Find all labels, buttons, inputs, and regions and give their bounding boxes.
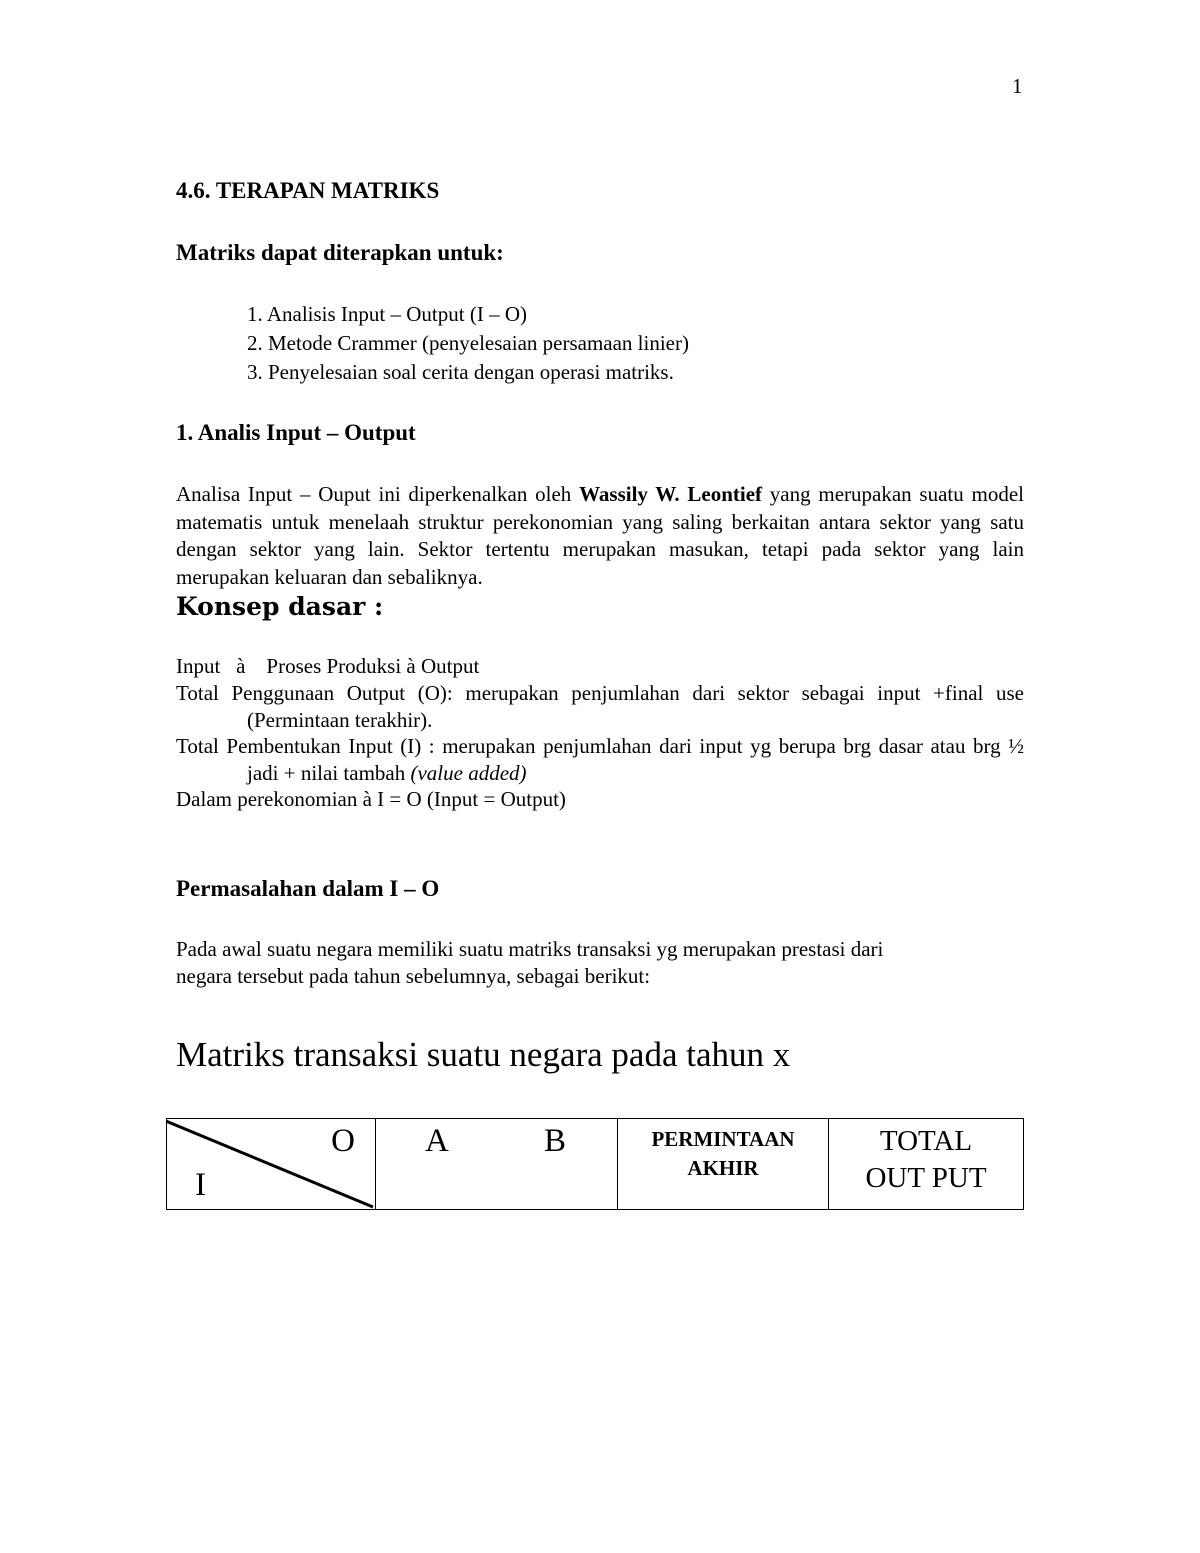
intro-heading: Matriks dapat diterapkan untuk: (176, 240, 504, 265)
problem-paragraph-line2: negara tersebut pada tahun sebelumnya, sebagai berikut: (176, 964, 651, 988)
list-item: 2. Metode Crammer (penyelesaian persamaan linier) (247, 331, 689, 355)
output-label: O (331, 1123, 355, 1159)
total-input-definition (176, 733, 1024, 787)
sector-columns-cell (376, 1119, 618, 1210)
column-a-header: A (425, 1123, 449, 1159)
column-b-header: B (544, 1123, 567, 1159)
value-added-term: (value added) (410, 761, 527, 785)
subsection-title: 1. Analis Input – Output (176, 420, 416, 445)
flow-line: Input à Proses Produksi à Output (176, 654, 480, 678)
applications-list (247, 300, 689, 387)
definition-text: Total Pembentukan Input (I) : merupakan penjumlahan dari input yg berupa brg dasar atau brg ½ jadi + nilai tambah (176, 734, 1024, 785)
total-output-header (829, 1119, 1024, 1210)
table-header-row (167, 1119, 1024, 1210)
author-name: Wassily W. Leontief (579, 482, 763, 506)
problem-paragraph-line1: Pada awal suatu negara memiliki suatu matriks transaksi yg merupakan prestasi dari (176, 937, 884, 961)
list-item: 3. Penyelesaian soal cerita dengan operasi matriks. (247, 360, 674, 384)
final-demand-line1: PERMINTAAN (651, 1127, 795, 1151)
problem-heading: Permasalahan dalam I – O (176, 876, 440, 901)
total-output-definition: Total Penggunaan Output (O): merupakan penjumlahan dari sektor sebagai input +final use (Permintaan terakhir). (176, 681, 1024, 732)
intro-paragraph (176, 481, 1024, 591)
konsep-heading: Konsep dasar : (176, 592, 384, 621)
section-title: 4.6. TERAPAN MATRIKS (176, 178, 440, 203)
final-demand-line2: AKHIR (687, 1156, 759, 1180)
total-output-line1: TOTAL (879, 1125, 973, 1157)
input-label: I (195, 1167, 206, 1203)
final-demand-header (618, 1119, 829, 1210)
transaction-matrix-table (166, 1118, 1024, 1210)
paragraph-text: Analisa Input – Ouput ini diperkenalkan oleh (176, 482, 580, 506)
list-item: 1. Analisis Input – Output (I – O) (247, 302, 527, 326)
equality-line: Dalam perekonomian à I = O (Input = Output) (176, 787, 566, 811)
total-output-line2: OUT PUT (865, 1162, 987, 1194)
page-number: 1 (1012, 74, 1023, 98)
corner-cell (167, 1119, 376, 1210)
paragraph-text: yang merupakan suatu model matematis untuk menelaah struktur perekonomian yang saling berkaitan antara sektor yang satu dengan sektor yang lain. Sektor tertentu merupakan masukan, tetapi pada sektor yang lain merupakan keluaran dan sebaliknya. (176, 482, 1024, 589)
matrix-title: Matriks transaksi suatu negara pada tahun x (176, 1035, 791, 1074)
